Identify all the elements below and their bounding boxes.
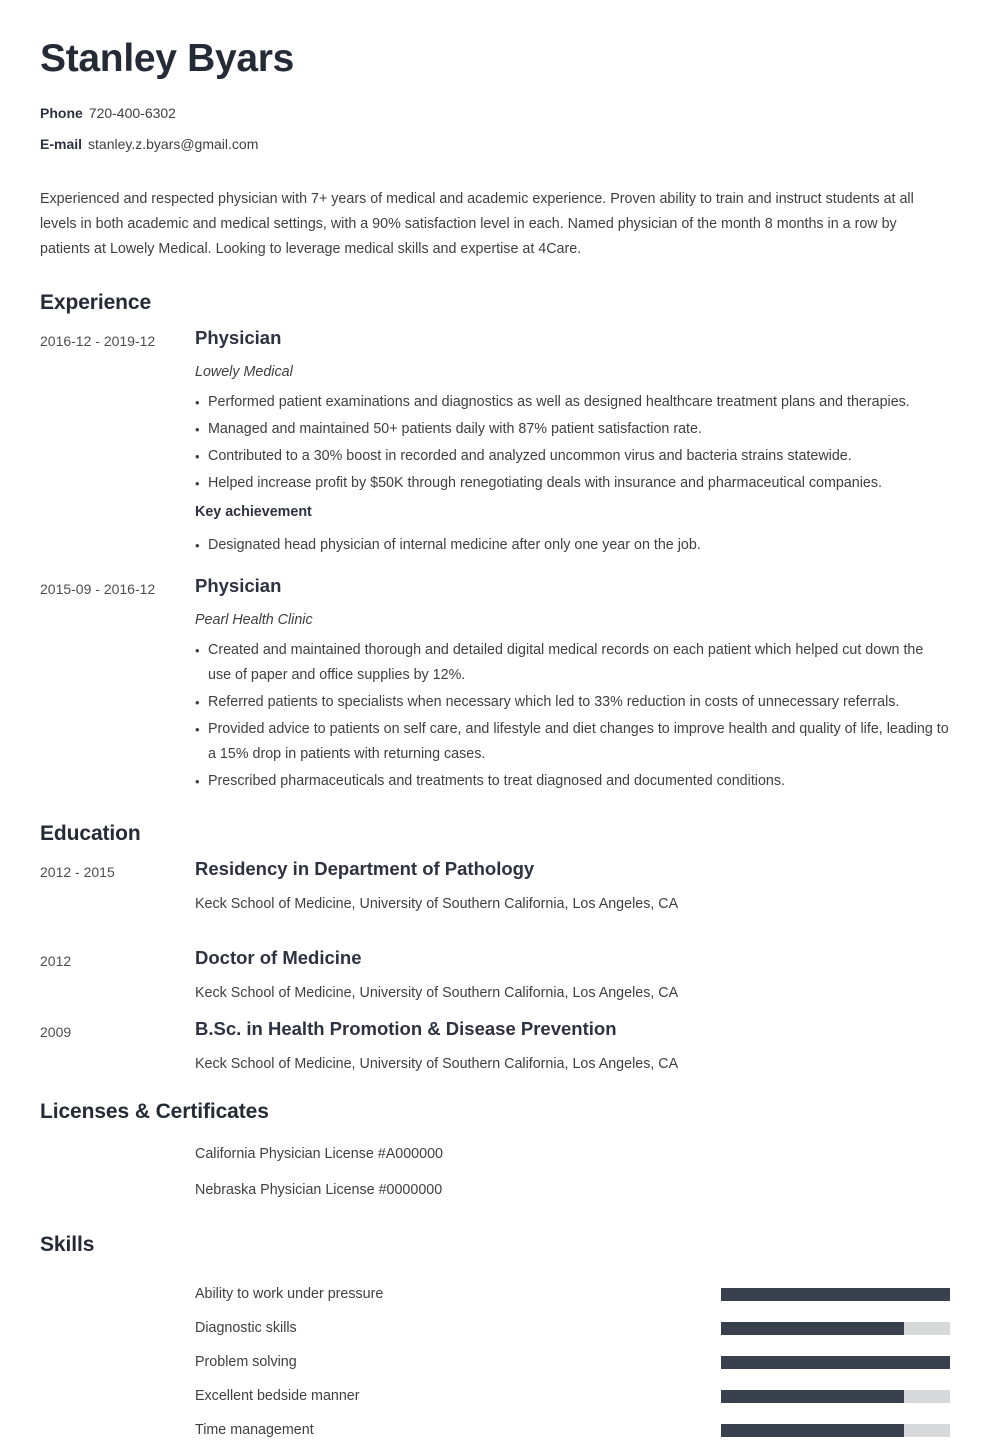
skill-name: Ability to work under pressure (195, 1286, 384, 1303)
skill-row (40, 1311, 950, 1345)
contact-phone-value: 720-400-6302 (88, 104, 176, 121)
skill-bar-fill (721, 1288, 950, 1301)
skill-bar-fill (721, 1424, 904, 1437)
experience-bullet-list (195, 638, 950, 794)
contact-email-label: E-mail (40, 136, 83, 153)
license-text: California Physician License #A000000 (195, 1146, 443, 1163)
skill-row (40, 1277, 950, 1311)
skill-bar-fill (721, 1356, 950, 1369)
education-degree: B.Sc. in Health Promotion & Disease Prevention (195, 1018, 617, 1040)
experience-job-title: Physician (195, 327, 282, 349)
experience-date: 2015-09 - 2016-12 (40, 581, 156, 598)
section-heading-education: Education (40, 822, 141, 846)
contact-email-row (40, 134, 950, 154)
education-degree: Doctor of Medicine (195, 947, 362, 969)
experience-bullet-list (195, 390, 950, 496)
education-date: 2012 - 2015 (40, 864, 115, 881)
skill-bar-track (721, 1356, 950, 1369)
education-date: 2012 (40, 953, 72, 970)
education-entry (40, 857, 950, 914)
skill-name: Diagnostic skills (195, 1320, 297, 1337)
experience-bullet: • Prescribed pharmaceuticals and treatments to treat diagnosed and documented conditions. (195, 769, 950, 794)
experience-organization: Lowely Medical (195, 364, 293, 381)
education-body (195, 1017, 950, 1074)
education-degree: Residency in Department of Pathology (195, 858, 535, 880)
skill-bar-fill (721, 1322, 904, 1335)
education-entry (40, 1017, 950, 1074)
key-achievement-bullet: • Designated head physician of internal medicine after only one year on the job. (195, 533, 950, 558)
key-achievement-label: Key achievement (195, 504, 312, 521)
professional-summary: Experienced and respected physician with 7+ years of medical and academic experience. Proven ability to train and instruct students at all levels in both academic and medical settings, with a 90% satisfaction level in each. Named physician of the month 8 months in a row by patients at Lowely Medical. Looking to leverage medical skills and expertise at 4Care. (40, 191, 914, 258)
license-gutter (40, 1170, 195, 1206)
experience-bullet: • Provided advice to patients on self care, and lifestyle and diet changes to improve health and quality of life, leading to a 15% drop in patients with returning cases. (195, 717, 950, 767)
skill-row (40, 1379, 950, 1413)
experience-entry (40, 574, 950, 794)
skill-name: Excellent bedside manner (195, 1388, 360, 1405)
education-date: 2009 (40, 1024, 72, 1041)
education-school: Keck School of Medicine, University of Southern California, Los Angeles, CA (195, 896, 679, 913)
experience-organization: Pearl Health Clinic (195, 612, 313, 629)
license-text: Nebraska Physician License #0000000 (195, 1182, 443, 1199)
education-school: Keck School of Medicine, University of Southern California, Los Angeles, CA (195, 1056, 679, 1073)
skill-name: Time management (195, 1422, 314, 1439)
section-heading-skills: Skills (40, 1233, 95, 1257)
education-entry (40, 946, 950, 1003)
experience-bullet: • Performed patient examinations and diagnostics as well as designed healthcare treatment plans and therapies. (195, 390, 950, 415)
contact-phone-label: Phone (40, 104, 83, 121)
candidate-name: Stanley Byars (40, 37, 295, 80)
education-school: Keck School of Medicine, University of Southern California, Los Angeles, CA (195, 985, 679, 1002)
skill-name: Problem solving (195, 1354, 297, 1371)
experience-bullet: • Referred patients to specialists when necessary which led to 33% reduction in costs of unnecessary referrals. (195, 690, 950, 715)
experience-entry (40, 326, 950, 558)
experience-bullet: • Created and maintained thorough and detailed digital medical records on each patient which helped cut down the use of paper and office supplies by 12%. (195, 638, 950, 688)
experience-job-title: Physician (195, 575, 282, 597)
experience-bullet: • Helped increase profit by $50K through renegotiating deals with insurance and pharmaceutical companies. (195, 471, 950, 496)
section-heading-experience: Experience (40, 291, 152, 315)
education-body (195, 857, 950, 914)
key-achievement-list (195, 533, 950, 558)
license-gutter (40, 1138, 195, 1170)
skill-bar-track (721, 1390, 950, 1403)
license-item (40, 1170, 950, 1206)
skill-bar-track (721, 1322, 950, 1335)
experience-bullet: • Contributed to a 30% boost in recorded and analyzed uncommon virus and bacteria strains statewide. (195, 444, 950, 469)
experience-body (195, 574, 950, 794)
license-item (40, 1138, 950, 1170)
skill-bar-track (721, 1288, 950, 1301)
contact-email-value: stanley.z.byars@gmail.com (88, 136, 259, 153)
skill-bar-fill (721, 1390, 904, 1403)
experience-date: 2016-12 - 2019-12 (40, 333, 156, 350)
section-heading-licenses: Licenses & Certificates (40, 1100, 269, 1124)
education-body (195, 946, 950, 1003)
contact-phone-row (40, 103, 950, 123)
experience-bullet: • Managed and maintained 50+ patients daily with 87% patient satisfaction rate. (195, 417, 950, 442)
skill-row (40, 1345, 950, 1379)
experience-body (195, 326, 950, 558)
skill-bar-track (721, 1424, 950, 1437)
skill-row (40, 1413, 950, 1447)
